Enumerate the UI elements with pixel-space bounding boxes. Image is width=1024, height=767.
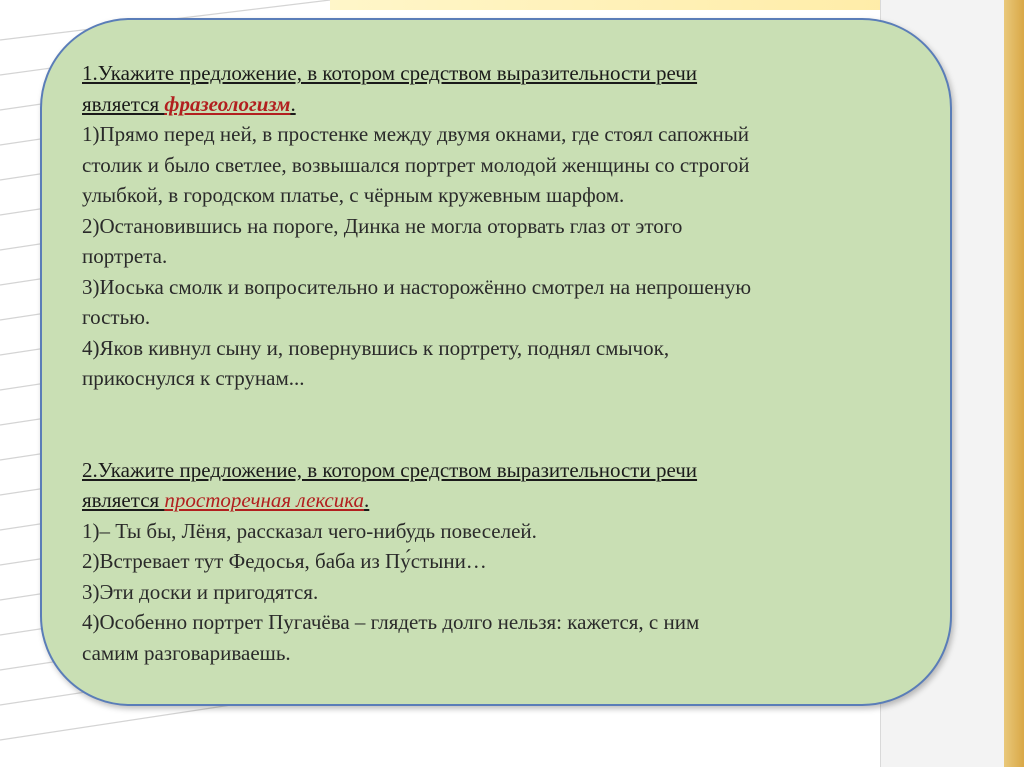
- question-1-intro-2: является: [82, 91, 165, 116]
- q1-option-line: столик и было светлее, возвышался портрет молодой женщины со строгой: [82, 152, 750, 177]
- q1-option-line: гостью.: [82, 305, 151, 329]
- q1-option-line: портрета.: [82, 244, 168, 268]
- question-2-term-end: .: [364, 488, 370, 512]
- question-spacer: [82, 394, 927, 455]
- question-1-term: фразеологизм: [164, 91, 291, 116]
- q1-option-line: 1)Прямо перед ней, в простенке между двумя окнами, где стоял сапожный: [82, 122, 750, 146]
- questions-content: [82, 58, 927, 668]
- question-2-intro: 2.Укажите предложение, в котором средством выразительности речи: [82, 457, 698, 482]
- question-1-intro: 1.Укажите предложение, в котором средством выразительности речи: [82, 61, 698, 85]
- q1-option-line: 2)Остановившись на пороге, Динка не могла оторвать глаз от этого: [82, 213, 683, 238]
- question-1-intro-line-2: [82, 89, 927, 120]
- q2-option-line: самим разговариваешь.: [82, 640, 291, 665]
- question-1: [82, 58, 927, 394]
- q2-option-line: 2)Встревает тут Федосья, баба из Пу́стыни…: [82, 549, 487, 573]
- q2-option-line: 4)Особенно портрет Пугачёва – глядеть долго нельзя: кажется, с ним: [82, 610, 700, 634]
- q1-option-line: 4)Яков кивнул сыну и, повернувшись к портрету, поднял смычок,: [82, 335, 670, 360]
- question-2: [82, 455, 927, 669]
- q1-option-line: прикоснулся к струнам...: [82, 366, 305, 390]
- question-2-intro-line-2: [82, 485, 927, 516]
- question-2-intro-2: является: [82, 488, 165, 512]
- right-cover-edge: [1004, 0, 1024, 767]
- q1-option-line: улыбкой, в городском платье, с чёрным кружевным шарфом.: [82, 183, 625, 207]
- question-2-term: просторечная лексика: [164, 488, 365, 512]
- question-1-term-end: .: [290, 91, 296, 116]
- q1-option-line: 3)Иоська смолк и вопросительно и насторожённо смотрел на непрошеную: [82, 274, 752, 299]
- q2-option-line: 1)– Ты бы, Лёня, рассказал чего-нибудь повеселей.: [82, 518, 537, 543]
- q2-option-line: 3)Эти доски и пригодятся.: [82, 579, 319, 604]
